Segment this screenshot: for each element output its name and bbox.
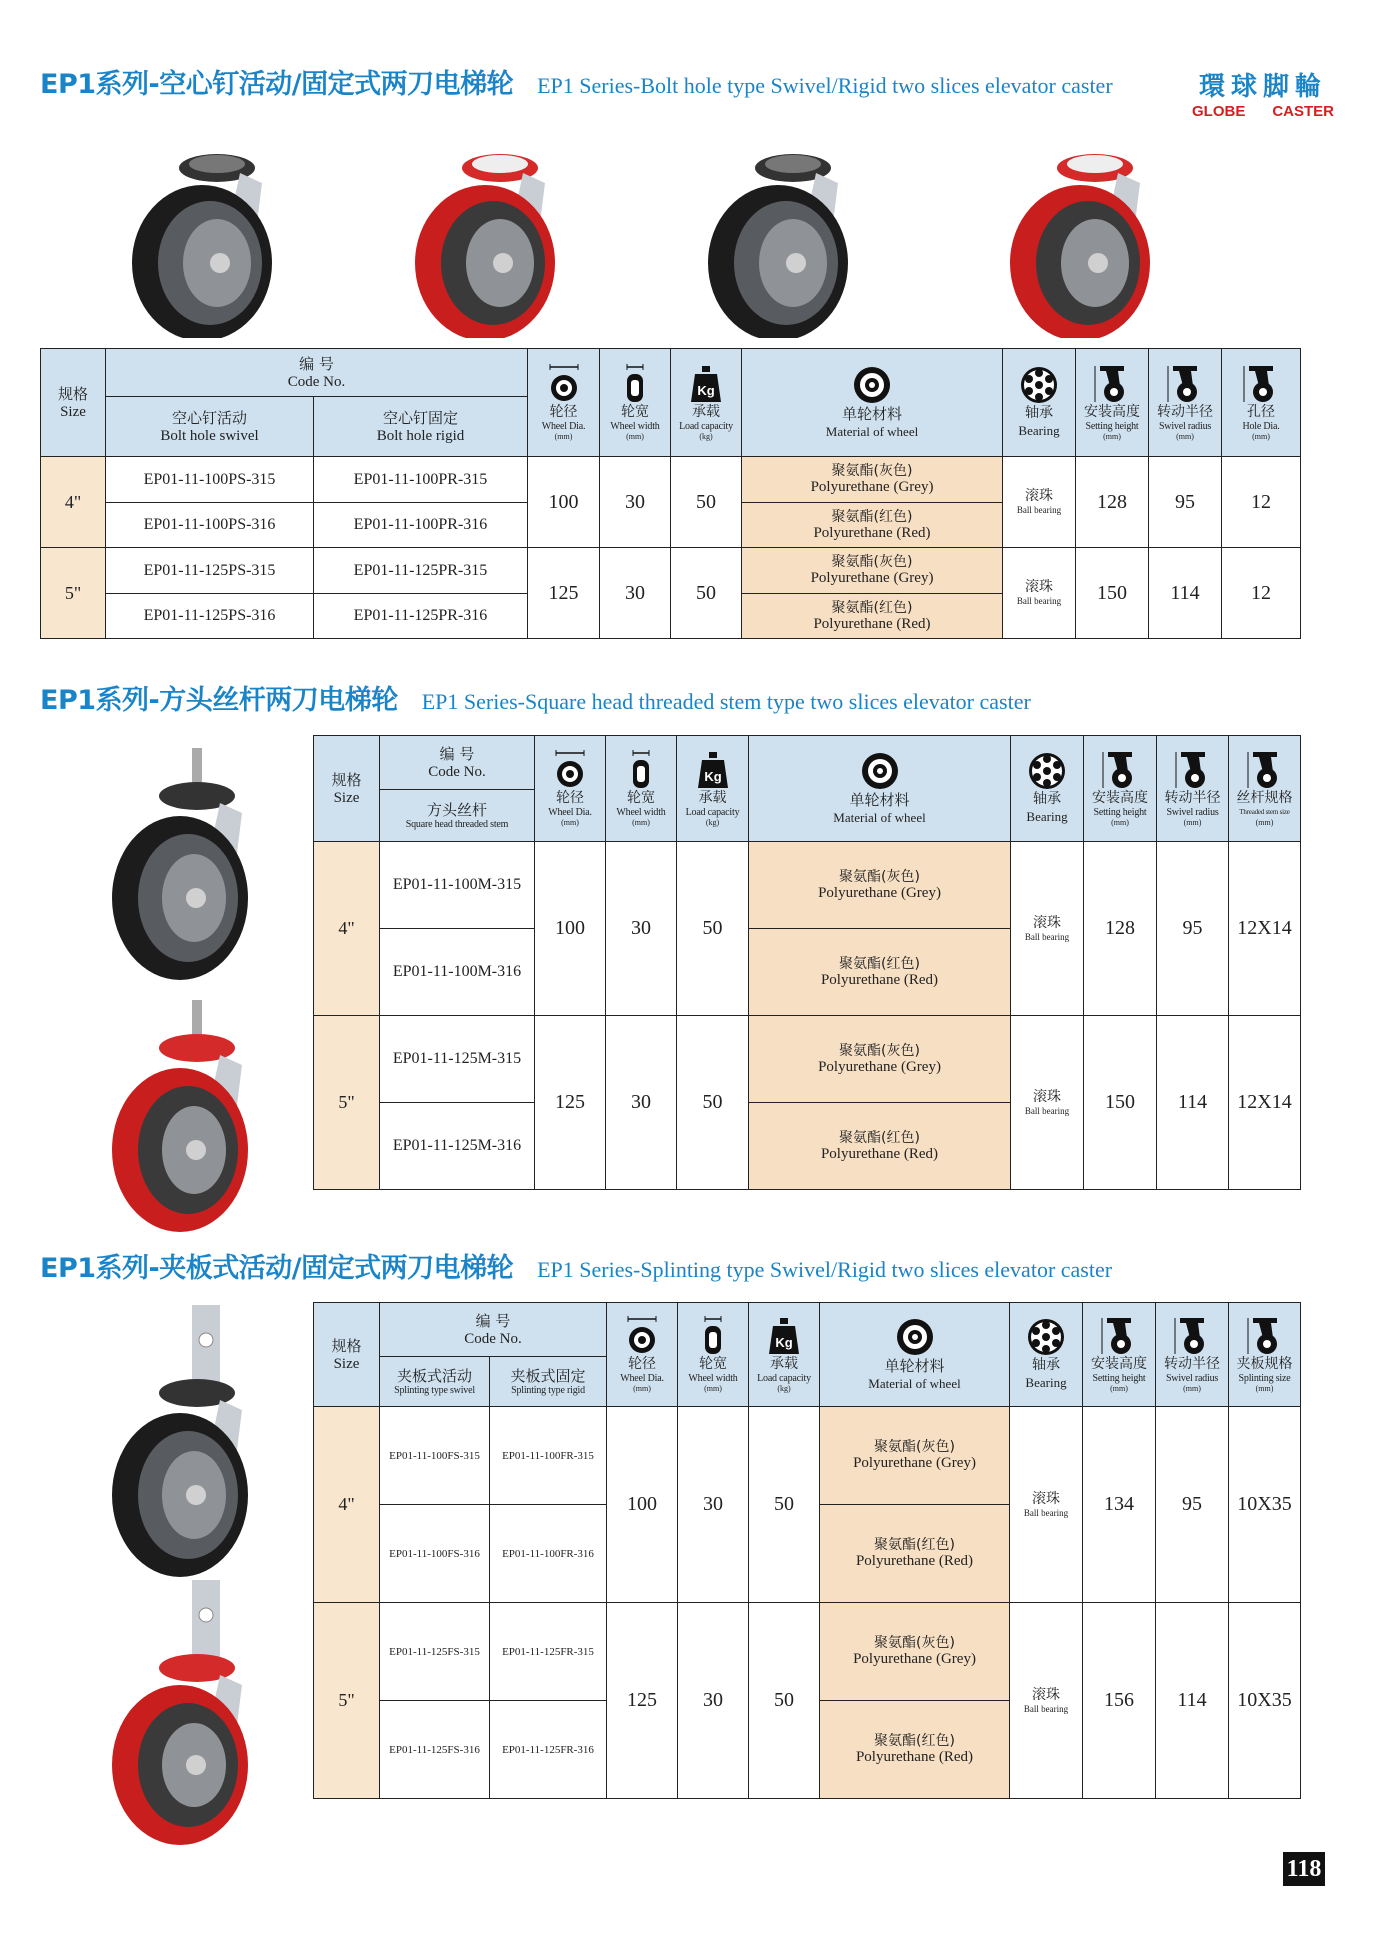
caster-photo-bolt-swivel-red [395, 138, 595, 342]
header-material [749, 736, 1011, 842]
header-swivel-radius-cn: 转动半径 [1164, 1356, 1220, 1372]
header-splinting-size-unit: (mm) [1255, 1384, 1274, 1393]
header-wheel-width-cn: 轮宽 [621, 404, 649, 420]
header-wheel-width-en: Wheel width [688, 1373, 738, 1384]
header-wheel-dia-cn: 轮径 [549, 404, 578, 420]
caster-photo-threaded-grey [92, 748, 272, 992]
table-row [41, 457, 1301, 503]
header-code-threaded-en: Square head threaded stem [405, 819, 509, 830]
header-wheel-dia-cn: 轮径 [628, 1356, 656, 1372]
header-code-splinting-swivel [380, 1357, 490, 1407]
header-setting-height [1076, 349, 1149, 457]
header-setting-height-en: Setting height [1093, 807, 1147, 818]
size-cell: 4" [41, 457, 106, 548]
bearing-cn: 滚珠 [1033, 914, 1061, 931]
load-cell: 50 [749, 1603, 820, 1799]
threaded-stem-cell: 12X14 [1229, 1016, 1301, 1190]
wheel-width-cell: 30 [678, 1603, 749, 1799]
wheel-material-icon [895, 1317, 935, 1357]
header-load [677, 736, 749, 842]
header-hole-dia [1222, 349, 1301, 457]
header-swivel-radius-unit: (mm) [1183, 818, 1202, 827]
load-weight-icon [764, 1316, 804, 1356]
header-hole-dia-cn: 孔径 [1247, 404, 1275, 420]
header-swivel-radius [1156, 1303, 1229, 1407]
header-bearing [1010, 1303, 1083, 1407]
swivel-radius-icon [1165, 364, 1205, 404]
header-bearing-cn: 轴承 [1033, 791, 1061, 807]
section-1-title [40, 62, 1113, 101]
header-splinting-size [1229, 1303, 1301, 1407]
code-splinting-rigid-cell: EP01-11-125FR-316 [490, 1701, 607, 1799]
caster-photo-splinting-red [92, 1580, 272, 1854]
table-row [314, 1407, 1301, 1505]
header-setting-height [1083, 1303, 1156, 1407]
header-material-cn: 单轮材料 [849, 790, 910, 809]
hole-dia-cell: 12 [1222, 457, 1301, 548]
header-size [314, 736, 380, 842]
header-wheel-width-cn: 轮宽 [627, 790, 655, 806]
code-swivel-cell: EP01-11-125PS-316 [106, 594, 314, 639]
bearing-cell [1010, 1603, 1083, 1799]
load-cell: 50 [749, 1407, 820, 1603]
material-cn: 聚氨酯(红色) [831, 508, 913, 525]
material-en: Polyurethane (Red) [855, 1749, 974, 1765]
threaded-stem-icon [1245, 750, 1285, 790]
wheel-diameter-icon [622, 1316, 662, 1356]
wheel-material-icon [852, 365, 892, 405]
section-2-title-cn: EP1系列-方头丝杆两刀电梯轮 [40, 685, 398, 716]
splinting-size-cell: 10X35 [1229, 1603, 1301, 1799]
material-en: Polyurethane (Grey) [853, 1651, 976, 1667]
material-en: Polyurethane (Grey) [810, 570, 934, 586]
header-size-en: Size [60, 403, 86, 420]
bearing-en: Ball bearing [1023, 1703, 1069, 1714]
header-material [742, 349, 1003, 457]
swivel-radius-cell: 95 [1157, 842, 1229, 1016]
wheel-dia-cell: 100 [607, 1407, 678, 1603]
wheel-dia-cell: 125 [535, 1016, 606, 1190]
material-cn: 聚氨酯(红色) [831, 599, 913, 616]
material-cn: 聚氨酯(灰色) [874, 1439, 955, 1455]
header-bearing-en: Bearing [1025, 1375, 1067, 1390]
swivel-radius-cell: 114 [1149, 548, 1222, 639]
code-splinting-rigid-cell: EP01-11-100FR-315 [490, 1407, 607, 1505]
header-load [671, 349, 742, 457]
material-cn: 聚氨酯(红色) [874, 1537, 955, 1553]
header-code-splinting-rigid [490, 1357, 607, 1407]
header-wheel-dia-en: Wheel Dia. [541, 421, 586, 432]
material-cell [742, 548, 1003, 594]
wheel-dia-cell: 125 [528, 548, 600, 639]
header-size-cn: 规格 [331, 770, 362, 789]
material-cell [742, 503, 1003, 548]
material-cell [820, 1407, 1010, 1505]
header-threaded-stem-size [1229, 736, 1301, 842]
code-swivel-cell: EP01-11-100PS-315 [106, 457, 314, 503]
header-code [380, 1303, 607, 1357]
swivel-radius-icon [1173, 750, 1213, 790]
header-code-en: Code No. [287, 373, 346, 390]
table-row [314, 1016, 1301, 1103]
bearing-cell [1011, 1016, 1084, 1190]
header-size-cn: 规格 [331, 1336, 362, 1355]
material-cn: 聚氨酯(灰色) [839, 1042, 920, 1059]
header-wheel-dia [528, 349, 600, 457]
section-3-title-cn: EP1系列-夹板式活动/固定式两刀电梯轮 [40, 1253, 514, 1284]
wheel-width-cell: 30 [606, 1016, 677, 1190]
bearing-en: Ball bearing [1024, 931, 1070, 942]
header-setting-height-unit: (mm) [1110, 1384, 1128, 1393]
header-swivel-radius-cn: 转动半径 [1164, 790, 1221, 806]
size-cell: 5" [41, 548, 106, 639]
code-splinting-rigid-cell: EP01-11-100FR-316 [490, 1505, 607, 1603]
wheel-width-icon [693, 1316, 733, 1356]
header-hole-dia-unit: (mm) [1252, 432, 1270, 441]
material-cell [820, 1701, 1010, 1799]
bearing-cn: 滚珠 [1025, 488, 1053, 504]
wheel-width-cell: 30 [606, 842, 677, 1016]
code-splinting-swivel-cell: EP01-11-125FS-315 [380, 1603, 490, 1701]
code-rigid-cell: EP01-11-125PR-316 [314, 594, 528, 639]
header-code-threaded-cn: 方头丝杆 [426, 801, 487, 819]
material-en: Polyurethane (Grey) [853, 1455, 976, 1471]
header-wheel-dia [535, 736, 606, 842]
material-cell [820, 1603, 1010, 1701]
load-weight-icon [693, 750, 733, 790]
spec-table-bolt-hole [40, 348, 1301, 639]
header-threaded-stem-cn: 丝杆规格 [1236, 790, 1293, 806]
header-swivel-radius [1149, 349, 1222, 457]
header-load [749, 1303, 820, 1407]
header-wheel-width-cn: 轮宽 [699, 1356, 727, 1372]
bearing-icon [1027, 751, 1067, 791]
header-bearing [1003, 349, 1076, 457]
load-cell: 50 [671, 548, 742, 639]
wheel-width-cell: 30 [600, 457, 671, 548]
header-material-cn: 单轮材料 [884, 1356, 945, 1375]
bearing-icon [1026, 1317, 1066, 1357]
section-3-title [40, 1246, 1112, 1285]
swivel-radius-cell: 95 [1156, 1407, 1229, 1603]
header-load-en: Load capacity [685, 807, 740, 818]
header-setting-height-en: Setting height [1092, 1373, 1146, 1384]
section-1-title-en: EP1 Series-Bolt hole type Swivel/Rigid two slices elevator caster [537, 73, 1113, 98]
header-code-en: Code No. [428, 763, 486, 780]
header-load-en: Load capacity [757, 1373, 811, 1384]
setting-height-cell: 156 [1083, 1603, 1156, 1799]
header-code-rigid-en: Bolt hole rigid [376, 427, 465, 444]
bearing-en: Ball bearing [1024, 1105, 1070, 1116]
header-bearing-cn: 轴承 [1032, 1357, 1060, 1373]
section-2-title [40, 678, 1031, 717]
bearing-icon [1019, 365, 1059, 405]
header-splinting-size-en: Splinting size [1238, 1373, 1291, 1384]
header-code-splinting-swivel-cn: 夹板式活动 [396, 1367, 472, 1385]
header-setting-height-en: Setting height [1085, 421, 1139, 432]
header-wheel-width-unit: (mm) [626, 432, 644, 441]
swivel-radius-icon [1172, 1316, 1212, 1356]
brand-logo-en-right: CASTER [1272, 103, 1334, 120]
header-material-en: Material of wheel [868, 1375, 961, 1391]
header-code [106, 349, 528, 397]
material-en: Polyurethane (Grey) [818, 1058, 941, 1075]
code-threaded-cell: EP01-11-125M-315 [380, 1016, 535, 1103]
caster-photo-splinting-grey [92, 1305, 272, 1589]
header-bearing-en: Bearing [1026, 809, 1068, 824]
header-wheel-width [606, 736, 677, 842]
material-en: Polyurethane (Red) [855, 1553, 974, 1569]
header-wheel-width [600, 349, 671, 457]
header-setting-height-cn: 安装高度 [1092, 790, 1148, 806]
setting-height-icon [1100, 750, 1140, 790]
header-swivel-radius-unit: (mm) [1176, 432, 1194, 441]
code-rigid-cell: EP01-11-125PR-315 [314, 548, 528, 594]
header-size [314, 1303, 380, 1407]
header-swivel-radius-unit: (mm) [1183, 1384, 1201, 1393]
setting-height-cell: 134 [1083, 1407, 1156, 1603]
header-code-cn: 编 号 [299, 354, 334, 373]
code-splinting-swivel-cell: EP01-11-125FS-316 [380, 1701, 490, 1799]
wheel-width-icon [615, 364, 655, 404]
header-setting-height [1084, 736, 1157, 842]
header-swivel-radius [1157, 736, 1229, 842]
caster-photo-bolt-rigid-grey [688, 138, 888, 342]
material-cn: 聚氨酯(红色) [839, 1129, 920, 1146]
material-cell [742, 594, 1003, 639]
caster-photo-bolt-swivel-grey [112, 138, 312, 342]
code-swivel-cell: EP01-11-100PS-316 [106, 503, 314, 548]
header-code-splinting-rigid-en: Splinting type rigid [511, 1385, 585, 1396]
swivel-radius-cell: 114 [1157, 1016, 1229, 1190]
threaded-stem-cell: 12X14 [1229, 842, 1301, 1016]
header-code-threaded [380, 790, 535, 842]
section-2-title-en: EP1 Series-Square head threaded stem type two slices elevator caster [421, 689, 1031, 714]
header-code [380, 736, 535, 790]
header-material-en: Material of wheel [825, 423, 919, 439]
material-cell [742, 457, 1003, 503]
material-cell [749, 1103, 1011, 1190]
header-code-swivel-cn: 空心钉活动 [171, 408, 247, 427]
header-code-cn: 编 号 [475, 1311, 511, 1330]
wheel-dia-cell: 125 [607, 1603, 678, 1799]
load-cell: 50 [677, 1016, 749, 1190]
code-splinting-rigid-cell: EP01-11-125FR-315 [490, 1603, 607, 1701]
bearing-cn: 滚珠 [1032, 1686, 1060, 1703]
header-material [820, 1303, 1010, 1407]
bearing-en: Ball bearing [1023, 1507, 1069, 1518]
header-load-unit: (kg) [705, 818, 720, 827]
table-row [314, 1603, 1301, 1701]
setting-height-icon [1099, 1316, 1139, 1356]
header-setting-height-unit: (mm) [1111, 818, 1129, 827]
header-load-unit: (kg) [777, 1384, 791, 1393]
header-hole-dia-en: Hole Dia. [1242, 421, 1280, 432]
header-code-splinting-swivel-en: Splinting type swivel [394, 1385, 475, 1396]
header-setting-height-unit: (mm) [1103, 432, 1121, 441]
header-code-cn: 编 号 [439, 744, 475, 763]
code-threaded-cell: EP01-11-100M-315 [380, 842, 535, 929]
wheel-dia-cell: 100 [528, 457, 600, 548]
code-threaded-cell: EP01-11-125M-316 [380, 1103, 535, 1190]
wheel-width-icon [621, 750, 661, 790]
header-wheel-dia-en: Wheel Dia. [620, 1373, 664, 1384]
material-cn: 聚氨酯(灰色) [831, 554, 913, 570]
header-setting-height-cn: 安装高度 [1091, 1356, 1147, 1372]
hole-diameter-icon [1241, 364, 1281, 404]
hole-dia-cell: 12 [1222, 548, 1301, 639]
table-row [314, 842, 1301, 929]
header-size-en: Size [333, 789, 360, 806]
header-threaded-stem-unit: (mm) [1255, 818, 1274, 827]
header-load-unit: (kg) [699, 432, 713, 441]
header-wheel-dia-unit: (mm) [554, 432, 573, 441]
material-cell [820, 1505, 1010, 1603]
header-swivel-radius-en: Swivel radius [1158, 421, 1212, 432]
material-en: Polyurethane (Red) [820, 971, 939, 988]
header-wheel-dia-en: Wheel Dia. [548, 807, 592, 818]
bearing-cell [1003, 548, 1076, 639]
header-material-en: Material of wheel [833, 809, 926, 825]
brand-logo-en-left: GLOBE [1192, 103, 1246, 120]
wheel-width-cell: 30 [678, 1407, 749, 1603]
header-wheel-dia-cn: 轮径 [556, 790, 584, 806]
splinting-plate-icon [1245, 1316, 1285, 1356]
brand-logo [1188, 66, 1338, 120]
wheel-material-icon [860, 751, 900, 791]
header-code-rigid-cn: 空心钉固定 [382, 408, 458, 427]
spec-table-threaded-stem [313, 735, 1301, 1190]
table-row [41, 548, 1301, 594]
material-cell [749, 842, 1011, 929]
header-load-cn: 承载 [692, 404, 720, 420]
header-load-en: Load capacity [679, 421, 733, 432]
header-setting-height-cn: 安装高度 [1084, 404, 1140, 420]
bearing-en: Ball bearing [1016, 505, 1062, 515]
header-splinting-size-cn: 夹板规格 [1236, 1356, 1293, 1372]
header-swivel-radius-en: Swivel radius [1165, 1373, 1219, 1384]
code-splinting-swivel-cell: EP01-11-100FS-315 [380, 1407, 490, 1505]
size-cell: 4" [314, 1407, 380, 1603]
wheel-diameter-icon [544, 364, 584, 404]
load-cell: 50 [671, 457, 742, 548]
brand-logo-cn: 環球脚輪 [1198, 72, 1327, 102]
header-material-cn: 单轮材料 [841, 404, 902, 423]
header-wheel-width-unit: (mm) [704, 1384, 722, 1393]
bearing-cell [1010, 1407, 1083, 1603]
size-cell: 4" [314, 842, 380, 1016]
material-en: Polyurethane (Grey) [818, 884, 941, 901]
header-size [41, 349, 106, 457]
header-code-en: Code No. [464, 1330, 522, 1347]
size-cell: 5" [314, 1016, 380, 1190]
material-cn: 聚氨酯(红色) [839, 955, 920, 972]
wheel-diameter-icon [550, 750, 590, 790]
load-weight-icon [686, 364, 726, 404]
header-threaded-stem-en: Threaded stem size [1239, 808, 1290, 816]
section-1-title-cn: EP1系列-空心钉活动/固定式两刀电梯轮 [40, 69, 514, 100]
code-rigid-cell: EP01-11-100PR-316 [314, 503, 528, 548]
header-size-cn: 规格 [57, 384, 88, 403]
bearing-en: Ball bearing [1016, 596, 1062, 606]
section-3-title-en: EP1 Series-Splinting type Swivel/Rigid two slices elevator caster [537, 1257, 1113, 1282]
bearing-cell [1003, 457, 1076, 548]
material-en: Polyurethane (Red) [820, 1145, 939, 1162]
swivel-radius-cell: 95 [1149, 457, 1222, 548]
setting-height-cell: 150 [1076, 548, 1149, 639]
code-rigid-cell: EP01-11-100PR-315 [314, 457, 528, 503]
material-cn: 聚氨酯(灰色) [874, 1635, 955, 1651]
header-wheel-dia [607, 1303, 678, 1407]
caster-photo-threaded-red [92, 1000, 272, 1244]
splinting-size-cell: 10X35 [1229, 1407, 1301, 1603]
spec-table-splinting [313, 1302, 1301, 1799]
setting-height-icon [1092, 364, 1132, 404]
header-code-rigid [314, 397, 528, 457]
setting-height-cell: 128 [1076, 457, 1149, 548]
header-wheel-width-unit: (mm) [632, 818, 650, 827]
header-wheel-width [678, 1303, 749, 1407]
swivel-radius-cell: 114 [1156, 1603, 1229, 1799]
header-swivel-radius-cn: 转动半径 [1157, 404, 1213, 420]
material-cn: 聚氨酯(灰色) [831, 463, 913, 479]
header-wheel-width-en: Wheel width [616, 807, 666, 818]
header-bearing-en: Bearing [1018, 423, 1060, 438]
code-threaded-cell: EP01-11-100M-316 [380, 929, 535, 1016]
code-swivel-cell: EP01-11-125PS-315 [106, 548, 314, 594]
caster-photo-bolt-rigid-red [990, 138, 1190, 342]
material-en: Polyurethane (Red) [813, 524, 931, 541]
material-cell [749, 929, 1011, 1016]
bearing-cell [1011, 842, 1084, 1016]
bearing-cn: 滚珠 [1025, 579, 1053, 595]
material-cn: 聚氨酯(红色) [874, 1733, 955, 1749]
setting-height-cell: 128 [1084, 842, 1157, 1016]
header-wheel-dia-unit: (mm) [561, 818, 579, 827]
bearing-cn: 滚珠 [1032, 1490, 1060, 1507]
code-splinting-swivel-cell: EP01-11-100FS-316 [380, 1505, 490, 1603]
brand-logo-en [1188, 103, 1338, 120]
header-swivel-radius-en: Swivel radius [1166, 807, 1219, 818]
wheel-dia-cell: 100 [535, 842, 606, 1016]
load-cell: 50 [677, 842, 749, 1016]
header-size-en: Size [333, 1355, 360, 1372]
setting-height-cell: 150 [1084, 1016, 1157, 1190]
wheel-width-cell: 30 [600, 548, 671, 639]
material-en: Polyurethane (Red) [813, 615, 931, 632]
header-wheel-width-en: Wheel width [610, 421, 660, 432]
material-cell [749, 1016, 1011, 1103]
header-bearing-cn: 轴承 [1025, 405, 1053, 421]
header-load-cn: 承载 [698, 790, 727, 806]
header-code-splinting-rigid-cn: 夹板式固定 [510, 1367, 586, 1385]
material-en: Polyurethane (Grey) [810, 479, 934, 495]
page-number: 118 [1283, 1852, 1325, 1886]
header-code-swivel-en: Bolt hole swivel [160, 427, 259, 444]
header-code-swivel [106, 397, 314, 457]
material-cn: 聚氨酯(灰色) [839, 868, 920, 885]
size-cell: 5" [314, 1603, 380, 1799]
header-load-cn: 承载 [770, 1356, 798, 1372]
header-wheel-dia-unit: (mm) [633, 1384, 651, 1393]
bearing-cn: 滚珠 [1033, 1088, 1061, 1105]
header-bearing [1011, 736, 1084, 842]
